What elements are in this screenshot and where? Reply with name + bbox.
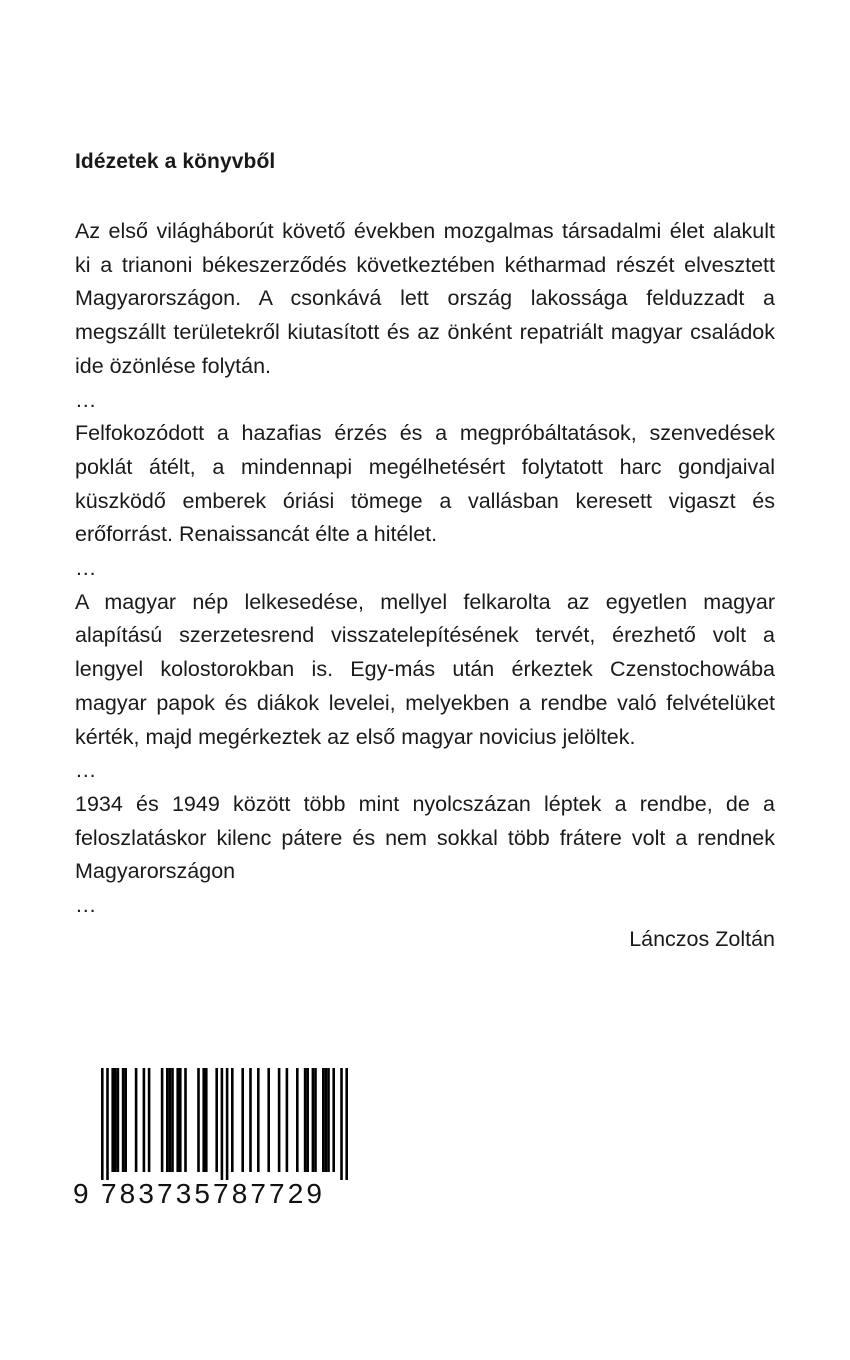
barcode-digits: 783735787729 — [101, 1178, 326, 1209]
barcode-bar — [106, 1068, 109, 1180]
barcode-bar — [325, 1068, 328, 1172]
quote-paragraph-4: 1934 és 1949 között több mint nyolcszázan léptek a rendbe, de a feloszlatáskor kilenc pátere és nem sokkal több frátere volt a rendnek Magyarországon — [75, 791, 775, 884]
barcode-bar — [296, 1068, 299, 1172]
barcode-bar — [179, 1068, 182, 1172]
ellipsis-4: … — [75, 893, 97, 918]
author-name: Lánczos Zoltán — [629, 926, 775, 951]
ellipsis-2: … — [75, 556, 97, 581]
quote-paragraph-2: Felfokozódott a hazafias érzés és a megpróbáltatások, szenvedések poklát átélt, a mindennapi megélhetésért folytatott harc gondjaival küszködő emberek óriási tömege a vallásban keresett vigaszt és erőforrást. Renaissancát élte a hitélet. — [75, 421, 775, 547]
barcode-number — [73, 1178, 348, 1210]
barcode-bar — [267, 1068, 270, 1172]
ellipsis-1: … — [75, 387, 97, 412]
barcode-bar — [226, 1068, 229, 1180]
barcode-bar — [314, 1068, 317, 1172]
barcode-bar — [176, 1068, 179, 1172]
barcode-bar — [327, 1068, 330, 1172]
barcode-bar — [161, 1068, 164, 1172]
barcode-bar — [215, 1068, 218, 1172]
barcode-bar — [124, 1068, 127, 1172]
barcode-bar — [197, 1068, 200, 1172]
section-heading: Idézetek a könyvből — [75, 150, 276, 173]
barcode-bar — [135, 1068, 138, 1172]
barcode-bar — [205, 1068, 208, 1172]
isbn-barcode — [73, 1068, 348, 1213]
barcode-bar — [117, 1068, 120, 1172]
barcode-bar — [221, 1068, 224, 1180]
barcode-bar — [101, 1068, 104, 1180]
barcode-bars — [73, 1068, 348, 1180]
barcode-bar — [340, 1068, 343, 1180]
barcode-bar — [202, 1068, 205, 1172]
barcode-bar — [241, 1068, 244, 1172]
barcode-bar — [332, 1068, 335, 1172]
barcode-bar — [249, 1068, 252, 1172]
barcode-bar — [111, 1068, 114, 1172]
barcode-bar — [169, 1068, 172, 1172]
barcode-bar — [306, 1068, 309, 1172]
barcode-lead-digit: 9 — [73, 1178, 89, 1209]
barcode-bar — [143, 1068, 146, 1172]
barcode-bar — [286, 1068, 289, 1172]
quote-paragraph-3: A magyar nép lelkesedése, mellyel felkarolta az egyetlen magyar alapítású szerzetesrend visszatelepítésének tervét, érezhető volt a lengyel kolostorokban is. Egy-más után érkeztek Czenstochowába magyar papok és diákok levelei, melyekben a rendbe való felvételüket kérték, majd megérkeztek az első magyar novicius jelöltek. — [75, 589, 775, 749]
barcode-bar — [171, 1068, 174, 1172]
barcode-bar — [114, 1068, 117, 1172]
barcode-bar — [304, 1068, 307, 1172]
barcode-bar — [148, 1068, 151, 1172]
barcode-bar — [184, 1068, 187, 1172]
quote-paragraph-1: Az első világháborút követő években mozgalmas társadalmi élet alakult ki a trianoni békeszerződés következtében kétharmad részét elvesztett Magyarországon. A csonkává lett ország lakossága felduzzadt a megszállt területekről kiutasított és az önként repatriált magyar családok ide özönlése folytán. — [75, 219, 775, 378]
barcode-bar — [166, 1068, 169, 1172]
barcode-bar — [257, 1068, 260, 1172]
barcode-bar — [312, 1068, 315, 1172]
barcode-bar — [231, 1068, 234, 1172]
quotes-text — [75, 215, 775, 956]
barcode-bar — [345, 1068, 348, 1180]
barcode-bar — [278, 1068, 281, 1172]
ellipsis-3: … — [75, 758, 97, 783]
barcode-bar — [322, 1068, 325, 1172]
barcode-bar — [122, 1068, 125, 1172]
